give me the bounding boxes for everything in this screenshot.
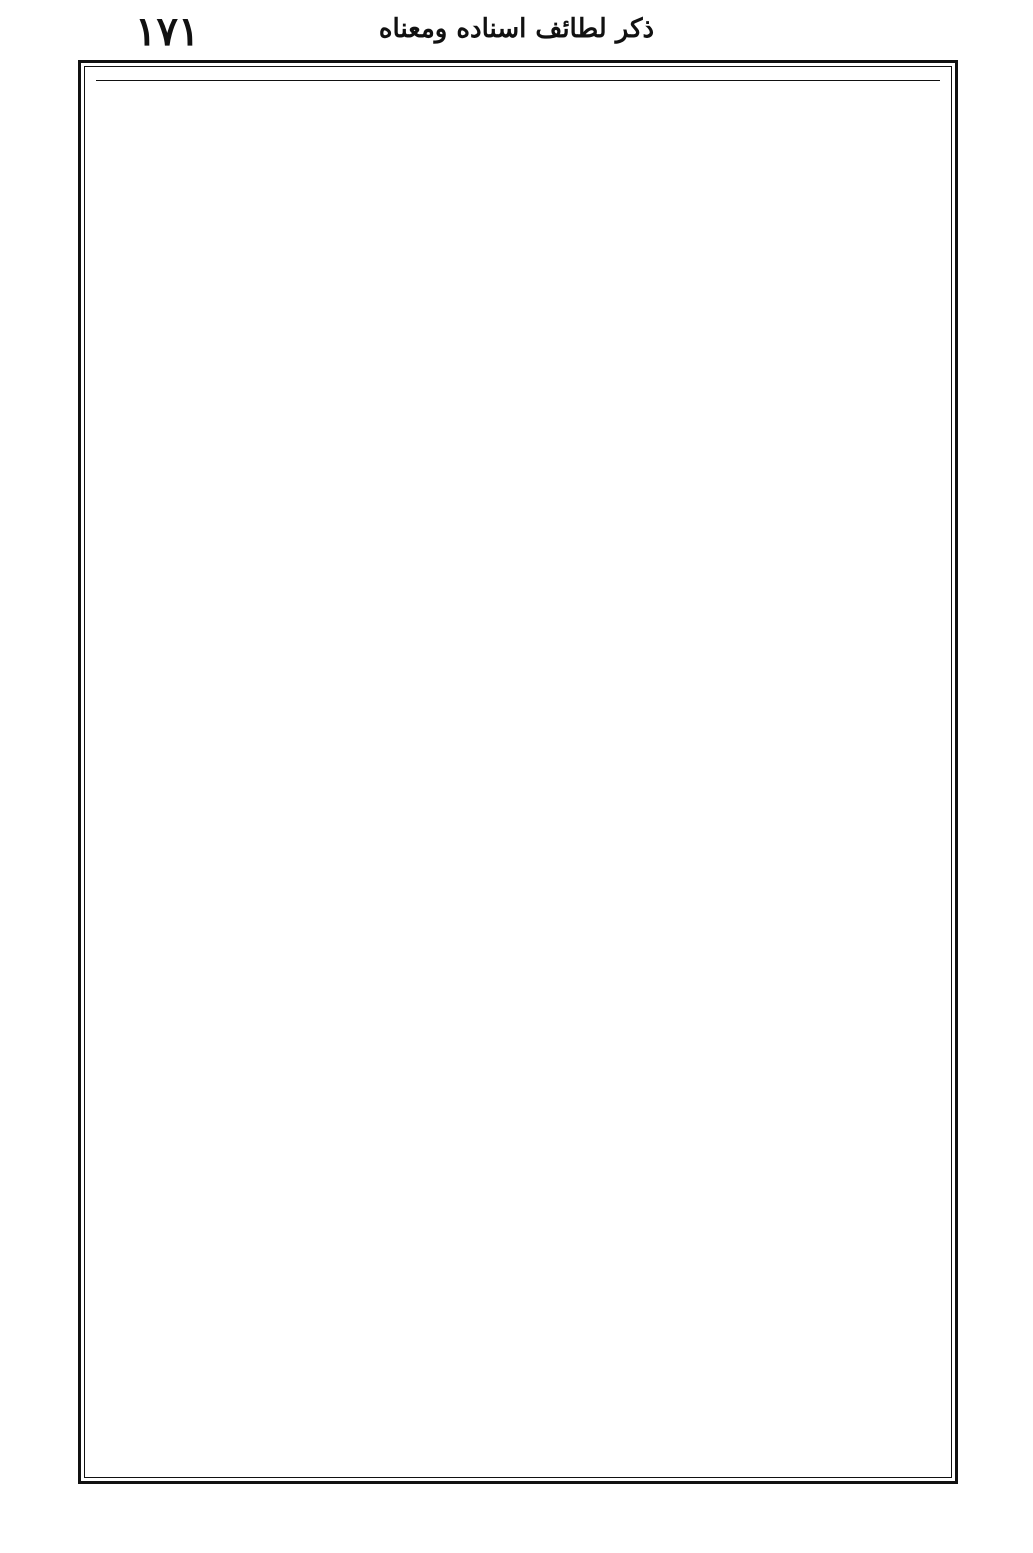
running-title: ذكر لطائف اسناده ومعناه: [378, 14, 655, 44]
text-column: [96, 72, 940, 1474]
page-number: ۱۷۱: [135, 8, 200, 55]
section-divider: [96, 80, 940, 81]
